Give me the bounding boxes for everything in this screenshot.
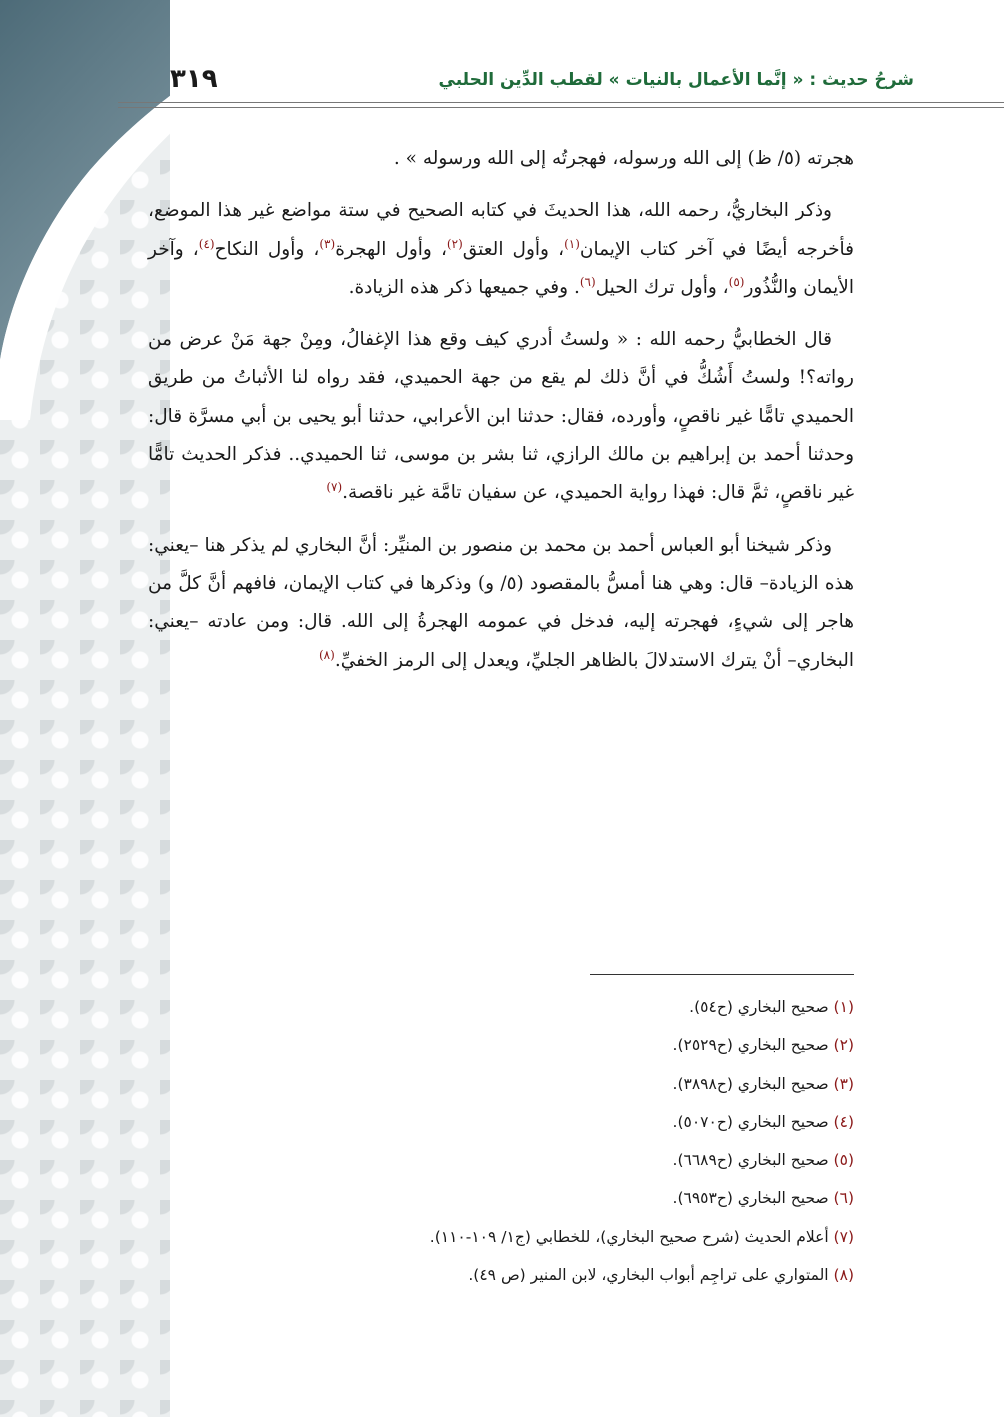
footnote-text: المتواري على تراجِم أبواب البخاري، لابن المنير (ص ٤٩). xyxy=(468,1266,834,1285)
footnote-text: صحيح البخاري (ح٦٩٥٣). xyxy=(672,1189,834,1208)
paragraph-4 xyxy=(148,527,854,680)
footnote-ref-8[interactable]: (٨) xyxy=(318,647,335,662)
footnote-2 xyxy=(254,1026,854,1064)
paragraph-text: هجرته (٥/ ظ) إلى الله ورسوله، فهجرتُه إلى الله ورسوله » . xyxy=(393,148,854,169)
footnote-6 xyxy=(254,1179,854,1217)
footnote-text: صحيح البخاري (ح٥٠٧٠). xyxy=(672,1112,834,1131)
footnote-number: (٥) xyxy=(833,1151,854,1170)
footnote-ref-7[interactable]: (٧) xyxy=(326,480,343,495)
footnote-7 xyxy=(254,1218,854,1256)
footnote-ref-6[interactable]: (٦) xyxy=(579,274,596,289)
footnote-ref-1[interactable]: (١) xyxy=(564,236,580,251)
footnote-3 xyxy=(254,1065,854,1103)
footnote-text: صحيح البخاري (ح٢٥٢٩). xyxy=(672,1036,834,1055)
running-title: شرحُ حديث : « إنَّما الأعمال بالنيات » لقطب الدِّين الحلبي xyxy=(438,70,914,90)
footnote-number: (٤) xyxy=(833,1112,854,1131)
paragraph-text: قال الخطابيُّ رحمه الله : « ولستُ أدري كيف وقع هذا الإغفالُ، ومِنْ جهة مَنْ عرض من رواته؟! ولستُ أَشُكُّ في أنَّ ذلك لم يقع من جهة الحميدي، فقد رواه لنا الأثباتُ من طريق الحميدي تامًّا غير ناقصٍ، وأورده، فقال: حدثنا ابن الأعرابي، حدثنا أبو يحيى بن أبي مسرَّة قال: وحدثنا أحمد بن إبراهيم بن مالك الرازي، ثنا بشر بن موسى، ثنا الحميدي.. فذكر الحديث تامًّا غير ناقصٍ، ثمَّ قال: فهذا رواية الحميدي، عن سفيان تامَّة غير ناقصة. xyxy=(148,329,854,504)
paragraph-3 xyxy=(148,321,854,512)
footnote-ref-3[interactable]: (٣) xyxy=(319,236,336,251)
footnote-text: أعلام الحديث (شرح صحيح البخاري)، للخطابي (ج١/ ١٠٩-١١٠). xyxy=(429,1227,834,1246)
footnote-text: صحيح البخاري (ح٦٦٨٩). xyxy=(672,1151,834,1170)
footnote-number: (٨) xyxy=(833,1266,854,1285)
paragraph-text: ، وأول ترك الحيل xyxy=(595,276,729,298)
footnote-5 xyxy=(254,1141,854,1179)
footnote-text: صحيح البخاري (ح٥٤). xyxy=(689,998,834,1016)
footnotes xyxy=(254,988,854,1294)
footnote-ref-5[interactable]: (٥) xyxy=(728,274,745,289)
footnote-ref-4[interactable]: (٤) xyxy=(198,236,215,251)
page-number: ٣١٩ xyxy=(170,64,218,94)
footnote-number: (٦) xyxy=(833,1189,854,1208)
paragraph-2 xyxy=(148,192,854,307)
paragraph-text: ، وآخر الأيمان والنُّذُور xyxy=(148,238,854,298)
footnote-number: (٧) xyxy=(833,1227,854,1246)
header-rule xyxy=(118,102,1004,108)
paragraph-text: وذكر البخاريُّ، رحمه الله، هذا الحديثَ في كتابه الصحيح في ستة مواضع غير هذا الموضع، فأخرجه أيضًا في آخر كتاب الإيمان xyxy=(148,200,854,260)
footnote-4 xyxy=(254,1103,854,1141)
paragraph-text: وذكر شيخنا أبو العباس أحمد بن محمد بن منصور بن المنيِّر: أنَّ البخاري لم يذكر هنا –يعني: هذه الزيادة– قال: وهي هنا أمسُّ بالمقصود (٥/ و) وذكرها في كتاب الإيمان، فافهم أنَّ كلَّ من هاجر إلى شيءٍ، فهجرته إليه، فدخل في عمومه الهجرةُ إلى الله. قال: ومن عادته –يعني: البخاري– أنْ يترك الاستدلالَ بالظاهر الجليِّ، ويعدل إلى الرمز الخفيِّ. xyxy=(148,534,854,671)
footnote-8 xyxy=(254,1256,854,1294)
footnote-text: صحيح البخاري (ح٣٨٩٨). xyxy=(672,1074,834,1093)
footnote-number: (٣) xyxy=(833,1074,854,1093)
footnote-ref-2[interactable]: (٢) xyxy=(446,236,463,251)
paragraph-text: ، وأول العتق xyxy=(462,238,565,260)
page xyxy=(110,0,1004,1417)
footnote-number: (١) xyxy=(833,998,854,1016)
paragraph-text: . وفي جميعها ذكر هذه الزيادة. xyxy=(348,276,580,298)
footnote-1 xyxy=(254,988,854,1026)
page-header xyxy=(170,62,914,102)
main-text xyxy=(148,140,854,694)
paragraph-1 xyxy=(148,140,854,178)
footnote-separator xyxy=(590,974,854,975)
footnote-number: (٢) xyxy=(833,1036,854,1055)
paragraph-text: ، وأول الهجرة xyxy=(335,238,447,260)
paragraph-text: ، وأول النكاح xyxy=(214,238,320,260)
